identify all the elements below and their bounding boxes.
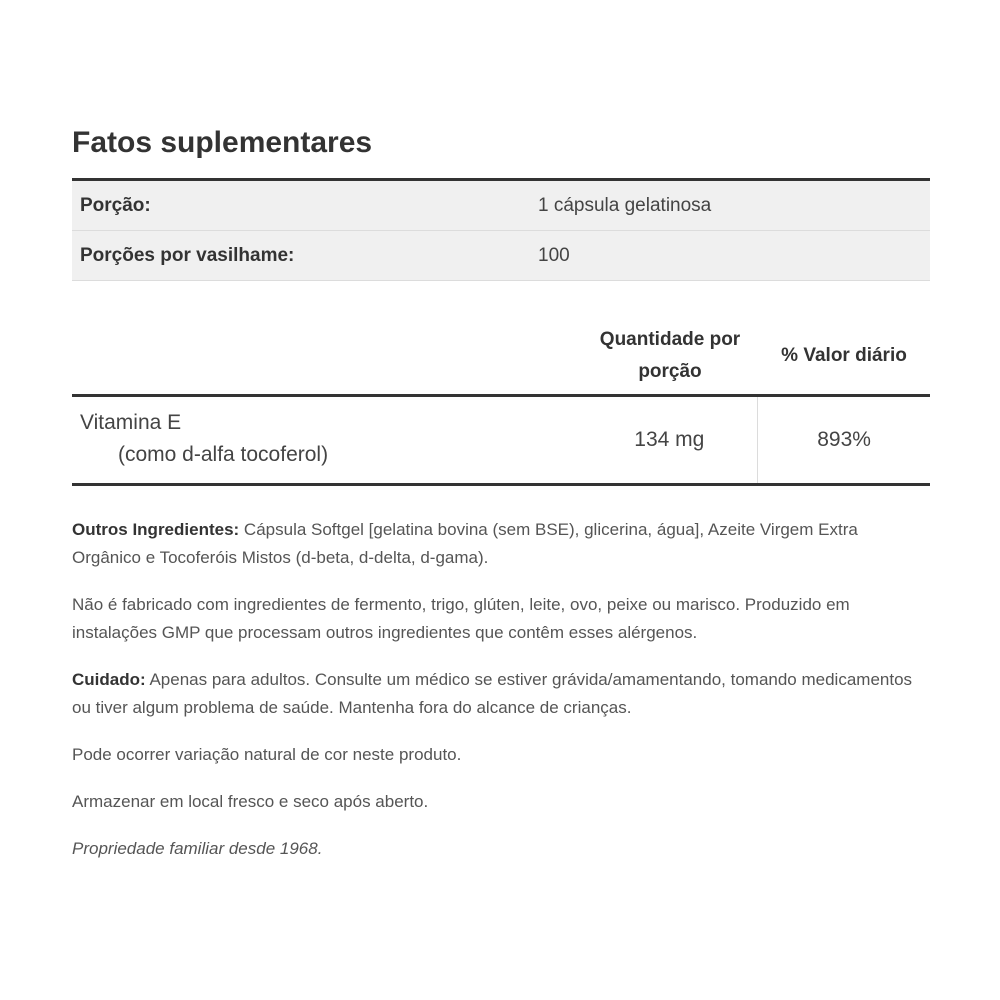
page-title: Fatos suplementares — [72, 126, 373, 159]
serving-size-value: 1 cápsula gelatinosa — [538, 194, 712, 216]
nutrient-source: (como d-alfa tocoferol) — [118, 443, 329, 466]
caution-text: Apenas para adultos. Consulte um médico se estiver grávida/amamentando, tomando medicamentos ou tiver algum problema de saúde. Mantenha fora do alcance de crianças. — [72, 670, 913, 717]
header-daily-value: % Valor diário — [781, 345, 907, 366]
other-ingredients-paragraph — [72, 516, 930, 572]
header-amount-line1: Quantidade por — [599, 329, 741, 350]
caution-paragraph — [72, 666, 930, 722]
nutrient-name: Vitamina E — [80, 411, 182, 434]
family-owned-paragraph: Propriedade familiar desde 1968. — [72, 839, 323, 858]
nutrient-table-header — [72, 318, 930, 397]
caution-label: Cuidado: — [72, 670, 146, 689]
nutrient-name-cell — [72, 397, 581, 483]
header-amount-per-serving — [582, 324, 758, 388]
nutrient-table — [72, 318, 930, 486]
other-ingredients-text: Cápsula Softgel [gelatina bovina (sem BSE), glicerina, água], Azeite Virgem Extra Orgânico e Tocoferóis Mistos (d-beta, d-delta, d-gama). — [72, 520, 858, 567]
nutrient-row-vitamin-e — [72, 397, 930, 486]
header-amount-line2: porção — [638, 361, 702, 382]
other-ingredients-label: Outros Ingredientes: — [72, 520, 240, 539]
notes-section — [72, 516, 930, 882]
servings-per-container-value: 100 — [538, 244, 570, 266]
allergen-paragraph: Não é fabricado com ingredientes de fermento, trigo, glúten, leite, ovo, peixe ou marisco. Produzido em instalações GMP que processam outros ingredientes que contêm esses alérgenos. — [72, 595, 850, 642]
servings-per-container-row — [72, 231, 930, 281]
nutrient-daily-value: 893% — [817, 428, 871, 451]
servings-per-container-label: Porções por vasilhame: — [80, 244, 295, 266]
serving-size-label: Porção: — [80, 194, 151, 216]
storage-paragraph: Armazenar em local fresco e seco após aberto. — [72, 792, 429, 811]
color-variation-paragraph: Pode ocorrer variação natural de cor neste produto. — [72, 745, 462, 764]
serving-size-row — [72, 181, 930, 231]
serving-table — [72, 178, 930, 281]
nutrient-amount: 134 mg — [581, 397, 758, 483]
